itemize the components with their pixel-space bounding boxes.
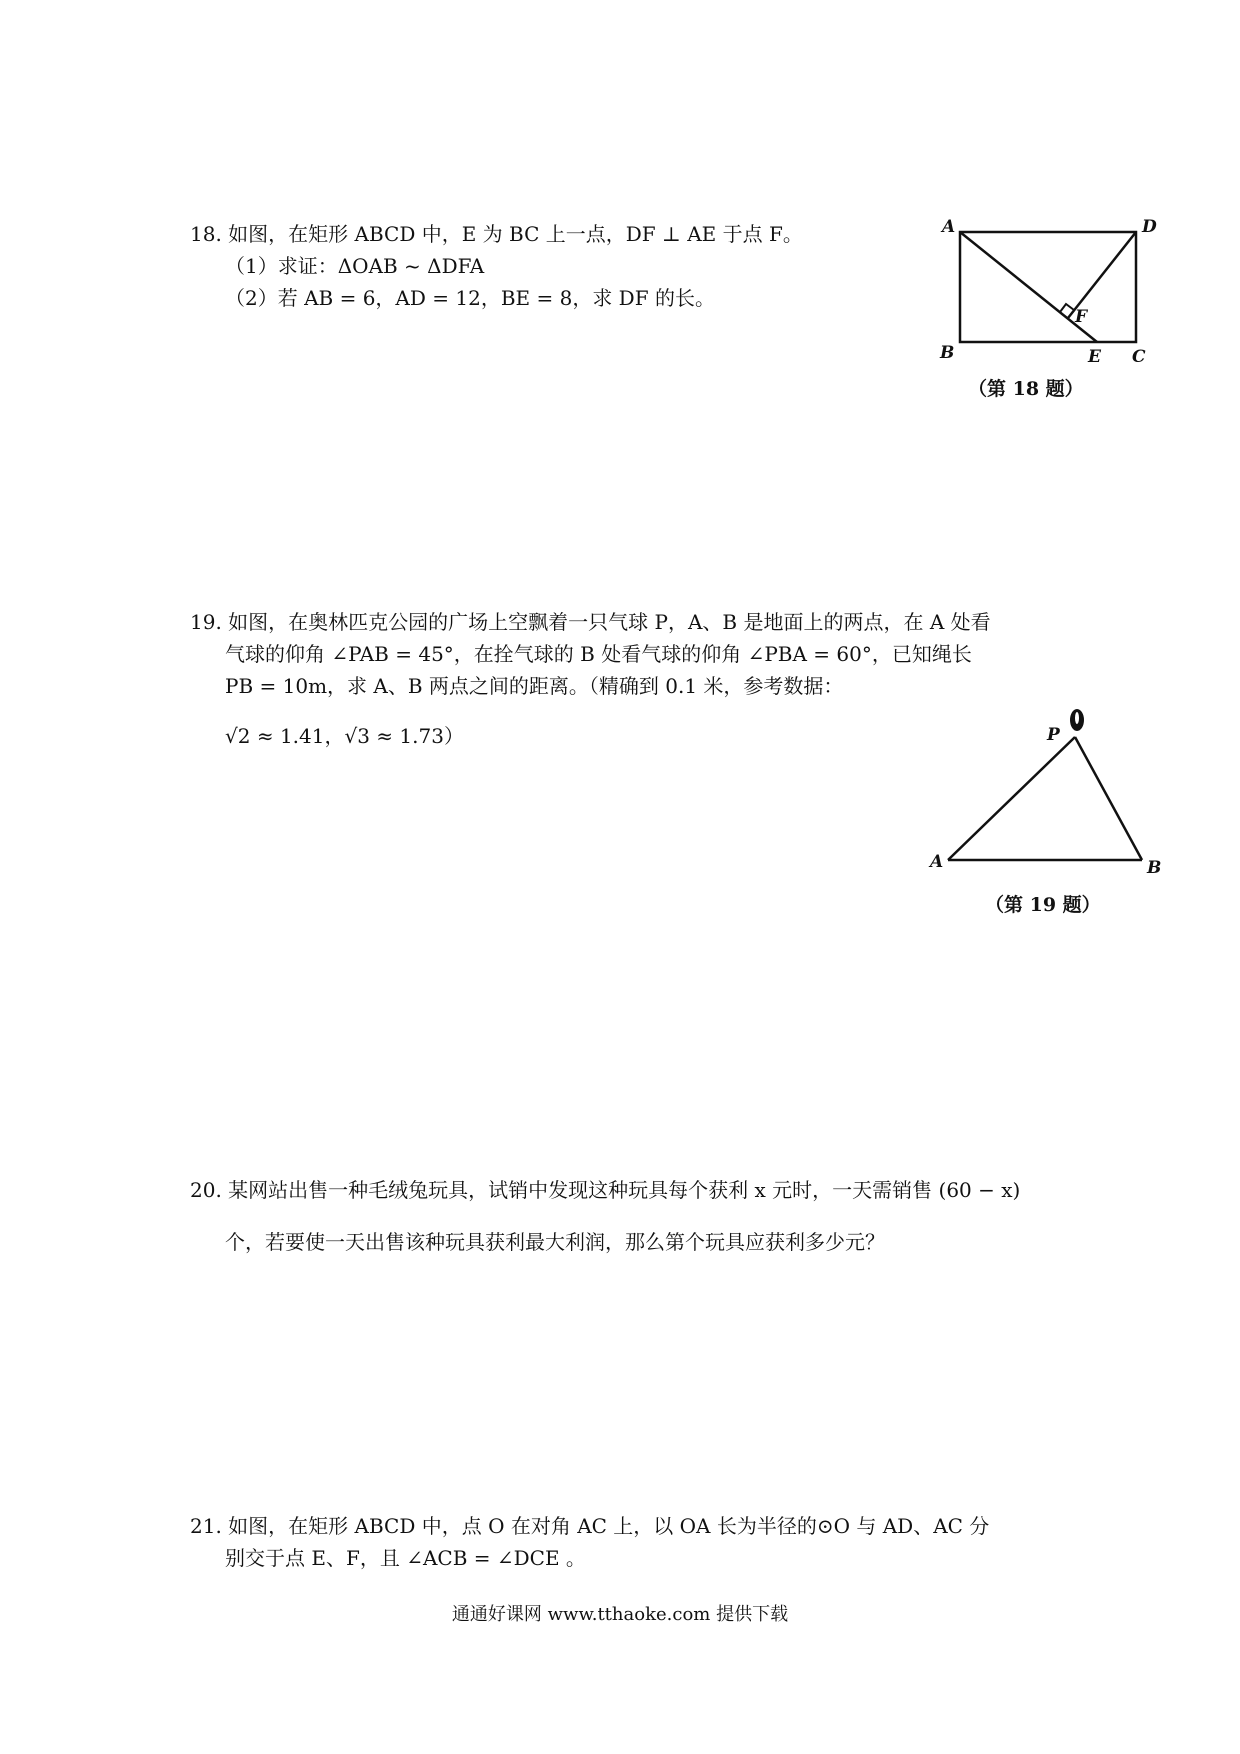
problem-18-line-1: 18. 如图，在矩形 ABCD 中，E 为 BC 上一点，DF ⊥ AE 于点 F。: [190, 222, 803, 246]
problem-19-caption: （第 19 题）: [985, 894, 1101, 916]
fig18-label-d: D: [1142, 217, 1157, 237]
fig18-label-b: B: [940, 343, 955, 363]
fig18-label-e: E: [1088, 347, 1101, 367]
problem-21-line-1: 21. 如图，在矩形 ABCD 中，点 O 在对角 AC 上，以 OA 长为半径的⊙O 与 AD、AC 分: [190, 1514, 990, 1538]
fig19-label-p: P: [1047, 725, 1060, 745]
problem-19-line-2: 气球的仰角 ∠PAB = 45°，在拴气球的 B 处看气球的仰角 ∠PBA = 60°，已知绳长: [225, 642, 972, 666]
problem-19-figure: [925, 705, 1175, 885]
fig18-label-a: A: [942, 217, 956, 237]
problem-18-line-2: （1）求证：ΔOAB ~ ΔDFA: [225, 254, 485, 278]
problem-19-line-4: √2 ≈ 1.41，√3 ≈ 1.73）: [225, 724, 464, 748]
problem-20-line-1: 20. 某网站出售一种毛绒兔玩具，试销中发现这种玩具每个获利 x 元时，一天需销售 (60 − x): [190, 1178, 1021, 1202]
problem-19-line-1: 19. 如图，在奥林匹克公园的广场上空飘着一只气球 P，A、B 是地面上的两点，在 A 处看: [190, 610, 991, 634]
fig19-label-a: A: [930, 852, 944, 872]
fig18-label-c: C: [1132, 347, 1146, 367]
problem-18-caption: （第 18 题）: [968, 378, 1084, 400]
problem-21-line-2: 别交于点 E、F，且 ∠ACB = ∠DCE 。: [225, 1546, 586, 1570]
fig19-label-b: B: [1147, 858, 1162, 878]
problem-18-line-3: （2）若 AB = 6，AD = 12，BE = 8，求 DF 的长。: [225, 286, 715, 310]
page-footer: 通通好课网 www.tthaoke.com 提供下载: [451, 1604, 789, 1625]
problem-20-line-2: 个，若要使一天出售该种玩具获利最大利润，那么第个玩具应获利多少元？: [225, 1230, 885, 1254]
problem-18-figure: [930, 210, 1160, 370]
problem-19-line-3: PB = 10m，求 A、B 两点之间的距离。（精确到 0.1 米，参考数据：: [225, 674, 844, 698]
fig18-label-f: F: [1075, 307, 1088, 327]
